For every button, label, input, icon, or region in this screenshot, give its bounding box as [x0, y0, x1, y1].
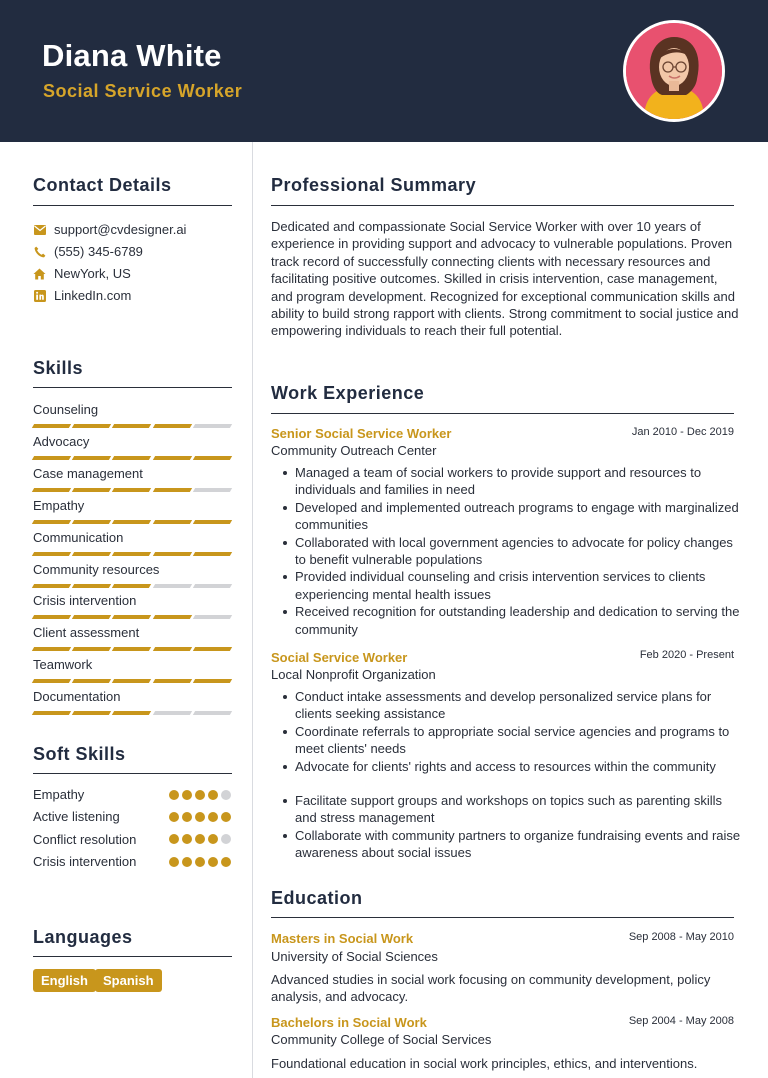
soft-skills-heading: Soft Skills: [33, 744, 126, 764]
rating-dot: [221, 857, 231, 867]
skill-level-segment: [193, 615, 232, 619]
candidate-title: Social Service Worker: [43, 81, 243, 101]
language-badge: Spanish: [95, 969, 162, 992]
rating-dot: [208, 790, 218, 800]
skill-level-segment: [32, 679, 71, 683]
skill-level-segment: [112, 424, 151, 428]
skill-level-segment: [72, 647, 111, 651]
list-item: Received recognition for outstanding leadership and dedication to serving the community: [281, 603, 741, 638]
soft-skill-label: Conflict resolution: [33, 831, 137, 847]
skill-level-segment: [32, 552, 71, 556]
rating-dot: [221, 790, 231, 800]
job-bullets: [281, 688, 741, 862]
skill-level-segment: [72, 584, 111, 588]
rating-dot: [182, 790, 192, 800]
list-item: Collaborated with local government agencies to advocate for policy changes to benefit vulnerable populations: [281, 534, 741, 569]
rating-dot: [195, 857, 205, 867]
skill-level-segment: [32, 615, 71, 619]
skill-level-segment: [152, 647, 191, 651]
languages-rule: [33, 956, 232, 957]
list-item: Developed and implemented outreach programs to engage with marginalized communities: [281, 499, 741, 534]
skill-level-bar: [33, 615, 231, 619]
soft-skill-rating: [169, 812, 231, 822]
rating-dot: [182, 812, 192, 822]
resume-header: [0, 0, 768, 142]
skill-label: Empathy: [33, 497, 85, 513]
skill-level-segment: [32, 647, 71, 651]
skill-label: Documentation: [33, 689, 121, 705]
skill-level-segment: [112, 488, 151, 492]
soft-skill-rating: [169, 790, 231, 800]
skill-level-segment: [32, 424, 71, 428]
skill-level-segment: [152, 456, 191, 460]
job-role: Senior Social Service Worker: [271, 426, 452, 441]
skill-row: [33, 402, 231, 428]
degree-description: Advanced studies in social work focusing on community development, policy analysis, and advocacy.: [271, 972, 711, 1005]
job-bullets: [281, 464, 741, 638]
skill-label: Case management: [33, 465, 143, 481]
person-portrait-icon: [626, 23, 722, 119]
skill-level-segment: [152, 679, 191, 683]
skill-level-segment: [112, 647, 151, 651]
soft-skill-rating: [169, 834, 231, 844]
skill-level-bar: [33, 424, 231, 428]
rating-dot: [208, 857, 218, 867]
skill-level-segment: [193, 679, 232, 683]
experience-rule: [271, 413, 734, 414]
job-role: Social Service Worker: [271, 650, 408, 665]
summary-text: Dedicated and compassionate Social Service Worker with over 10 years of experience in providing support and advocacy to vulnerable populations. Proven track record of successfully connecting clients with necessary resources and facilitating positive outcomes. Skilled in crisis intervention, case management, and program development. Recognized for exceptional communication skills and ability to build strong rapport with clients. Strong commitment to social justice and empowering individuals to reach their full potential.: [271, 219, 739, 339]
skill-level-segment: [72, 456, 111, 460]
contact-linkedin: [33, 288, 131, 303]
skill-level-bar: [33, 488, 231, 492]
skill-level-segment: [72, 520, 111, 524]
skill-row: [33, 562, 231, 588]
soft-skill-row: [33, 809, 231, 824]
language-badge: English: [33, 969, 96, 992]
skill-level-segment: [152, 584, 191, 588]
rating-dot: [221, 834, 231, 844]
linkedin-icon: [33, 289, 46, 302]
rating-dot: [221, 812, 231, 822]
contact-heading: Contact Details: [33, 175, 172, 195]
contact-email-text[interactable]: support@cvdesigner.ai: [54, 222, 187, 237]
rating-dot: [169, 857, 179, 867]
skill-level-segment: [32, 711, 71, 715]
contact-location-text: NewYork, US: [54, 266, 131, 281]
contact-phone-text: (555) 345-6789: [54, 244, 143, 259]
soft-skill-label: Empathy: [33, 787, 85, 802]
job-org: Community Outreach Center: [271, 443, 437, 458]
degree-dates: Sep 2008 - May 2010: [628, 931, 734, 943]
education-rule: [271, 917, 734, 918]
candidate-name: Diana White: [42, 38, 222, 73]
skill-label: Counseling: [33, 402, 99, 417]
skill-row: [33, 689, 231, 715]
skill-level-bar: [33, 456, 231, 460]
skill-level-segment: [32, 584, 71, 588]
degree-dates: Sep 2004 - May 2008: [628, 1015, 734, 1027]
education-heading: Education: [271, 888, 363, 908]
contact-phone: [33, 244, 143, 259]
skill-level-segment: [152, 520, 191, 524]
skill-level-segment: [112, 520, 151, 524]
soft-skill-row: [33, 787, 231, 802]
skill-label: Crisis intervention: [33, 593, 137, 609]
skill-label: Community resources: [33, 561, 160, 577]
contact-linkedin-text[interactable]: LinkedIn.com: [54, 288, 132, 303]
skill-level-segment: [193, 488, 232, 492]
degree-title: Bachelors in Social Work: [271, 1015, 427, 1030]
skill-level-bar: [33, 584, 231, 588]
skill-row: [33, 498, 231, 524]
degree-description: Foundational education in social work principles, ethics, and interventions.: [271, 1056, 698, 1071]
skill-level-segment: [152, 424, 191, 428]
column-divider: [252, 142, 253, 1078]
list-item: Provided individual counseling and crisis intervention services to clients experiencing mental health issues: [281, 568, 741, 603]
rating-dot: [195, 834, 205, 844]
skill-level-segment: [112, 679, 151, 683]
skill-level-segment: [193, 647, 232, 651]
skill-level-segment: [112, 711, 151, 715]
job-org: Local Nonprofit Organization: [271, 667, 436, 682]
skill-label: Advocacy: [33, 433, 90, 449]
skill-level-bar: [33, 552, 231, 556]
soft-skill-rating: [169, 857, 231, 867]
skills-rule: [33, 387, 232, 388]
skill-level-segment: [193, 520, 232, 524]
skill-level-segment: [112, 456, 151, 460]
job-dates: Feb 2020 - Present: [639, 649, 734, 661]
skill-row: [33, 657, 231, 683]
rating-dot: [195, 790, 205, 800]
skill-level-segment: [72, 711, 111, 715]
list-item: Advocate for clients' rights and access to resources within the community: [281, 758, 741, 775]
skill-label: Communication: [33, 529, 124, 545]
skill-level-segment: [72, 679, 111, 683]
skill-level-segment: [72, 488, 111, 492]
rating-dot: [208, 834, 218, 844]
skill-level-segment: [152, 615, 191, 619]
skill-level-bar: [33, 647, 231, 651]
skill-level-bar: [33, 520, 231, 524]
skill-level-bar: [33, 711, 231, 715]
school-name: University of Social Sciences: [271, 949, 438, 964]
contact-email: [33, 222, 186, 237]
skill-level-segment: [112, 552, 151, 556]
experience-heading: Work Experience: [271, 383, 425, 403]
skill-level-segment: [112, 584, 151, 588]
contact-rule: [33, 205, 232, 206]
skill-level-segment: [193, 424, 232, 428]
job-dates: Jan 2010 - Dec 2019: [631, 426, 734, 438]
skills-heading: Skills: [33, 358, 84, 378]
list-item: Collaborate with community partners to organize fundraising events and raise awareness about social issues: [281, 827, 741, 862]
degree-title: Masters in Social Work: [271, 931, 414, 946]
skill-level-segment: [32, 520, 71, 524]
rating-dot: [169, 790, 179, 800]
skill-level-bar: [33, 679, 231, 683]
list-item: Coordinate referrals to appropriate social service agencies and programs to meet clients' needs: [281, 723, 741, 758]
soft-skills-rule: [33, 773, 232, 774]
rating-dot: [182, 834, 192, 844]
soft-skill-label: Crisis intervention: [33, 854, 137, 870]
rating-dot: [182, 857, 192, 867]
skill-level-segment: [193, 552, 232, 556]
skill-level-segment: [193, 584, 232, 588]
contact-location: [33, 266, 131, 281]
skill-level-segment: [32, 456, 71, 460]
rating-dot: [195, 812, 205, 822]
skill-row: [33, 625, 231, 651]
languages-heading: Languages: [33, 927, 133, 947]
skill-label: Teamwork: [33, 657, 93, 673]
skill-level-segment: [32, 488, 71, 492]
skill-level-segment: [152, 711, 191, 715]
soft-skill-row: [33, 832, 231, 847]
skill-level-segment: [193, 711, 232, 715]
summary-rule: [271, 205, 734, 206]
home-icon: [33, 267, 46, 280]
rating-dot: [208, 812, 218, 822]
list-item: Facilitate support groups and workshops on topics such as parenting skills and stress management: [281, 792, 741, 827]
skill-row: [33, 434, 231, 460]
profile-photo: [623, 20, 725, 122]
skill-row: [33, 530, 231, 556]
skill-row: [33, 466, 231, 492]
skill-level-segment: [112, 615, 151, 619]
skill-level-segment: [72, 552, 111, 556]
skill-level-segment: [193, 456, 232, 460]
envelope-icon: [33, 223, 46, 236]
rating-dot: [169, 812, 179, 822]
summary-heading: Professional Summary: [271, 175, 477, 195]
soft-skill-label: Active listening: [33, 809, 120, 825]
skill-row: [33, 593, 231, 619]
skill-level-segment: [152, 488, 191, 492]
list-item: Managed a team of social workers to provide support and resources to individuals and families in need: [281, 464, 741, 499]
soft-skill-row: [33, 854, 231, 869]
phone-icon: [33, 245, 46, 258]
skill-label: Client assessment: [33, 625, 140, 641]
school-name: Community College of Social Services: [271, 1032, 492, 1047]
list-item: Conduct intake assessments and develop personalized service plans for clients seeking assistance: [281, 688, 741, 723]
skill-level-segment: [72, 424, 111, 428]
skill-level-segment: [152, 552, 191, 556]
skill-level-segment: [72, 615, 111, 619]
rating-dot: [169, 834, 179, 844]
